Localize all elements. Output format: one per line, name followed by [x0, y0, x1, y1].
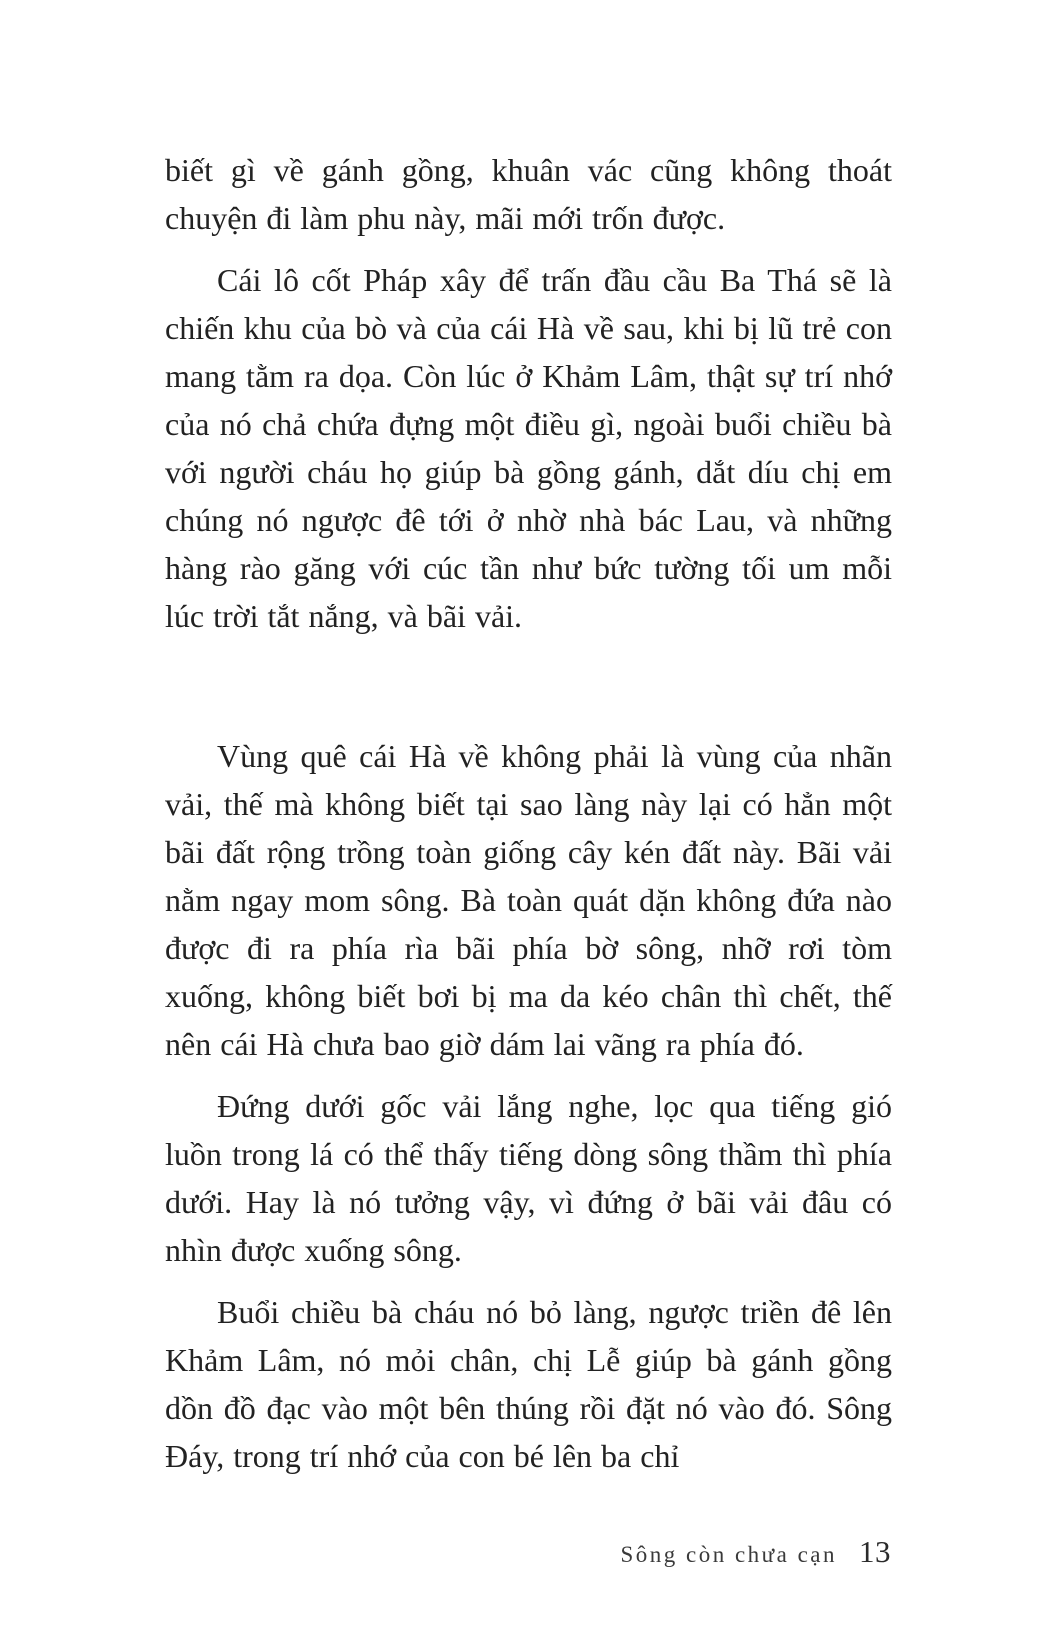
- paragraph: Đứng dưới gốc vải lắng nghe, lọc qua tiếng gió luồn trong lá có thể thấy tiếng dòng sông thầm thì phía dưới. Hay là nó tưởng vậy, vì đứng ở bãi vải đâu có nhìn được xuống sông.: [165, 1088, 892, 1268]
- paragraph-continuation: biết gì về gánh gồng, khuân vác cũng không thoát chuyện đi làm phu này, mãi mới trốn được.: [165, 152, 892, 236]
- text-block: [165, 146, 892, 1494]
- running-title: Sông còn chưa cạn: [620, 1542, 837, 1567]
- paragraph: Cái lô cốt Pháp xây để trấn đầu cầu Ba Thá sẽ là chiến khu của bò và của cái Hà về sau, khi bị lũ trẻ con mang tằm ra dọa. Còn lúc ở Khảm Lâm, thật sự trí nhớ của nó chả chứa đựng một điều gì, ngoài buổi chiều bà với người cháu họ giúp bà gồng gánh, dắt díu chị em chúng nó ngược đê tới ở nhờ nhà bác Lau, và những hàng rào găng với cúc tần như bức tường tối um mỗi lúc trời tắt nắng, và bãi vải.: [165, 262, 892, 634]
- page-footer: [620, 1534, 891, 1570]
- paragraph: Buổi chiều bà cháu nó bỏ làng, ngược triền đê lên Khảm Lâm, nó mỏi chân, chị Lễ giúp bà gánh gồng dồn đồ đạc vào một bên thúng rồi đặt nó vào đó. Sông Đáy, trong trí nhớ của con bé lên ba chỉ: [165, 1294, 892, 1474]
- page-number: 13: [859, 1534, 891, 1569]
- paragraph-section-start: Vùng quê cái Hà về không phải là vùng của nhãn vải, thế mà không biết tại sao làng này lại có hẳn một bãi đất rộng trồng toàn giống cây kén đất này. Bãi vải nằm ngay mom sông. Bà toàn quát dặn không đứa nào được đi ra phía rìa bãi phía bờ sông, nhỡ rơi tòm xuống, không biết bơi bị ma da kéo chân thì chết, thế nên cái Hà chưa bao giờ dám lai vãng ra phía đó.: [165, 738, 892, 1062]
